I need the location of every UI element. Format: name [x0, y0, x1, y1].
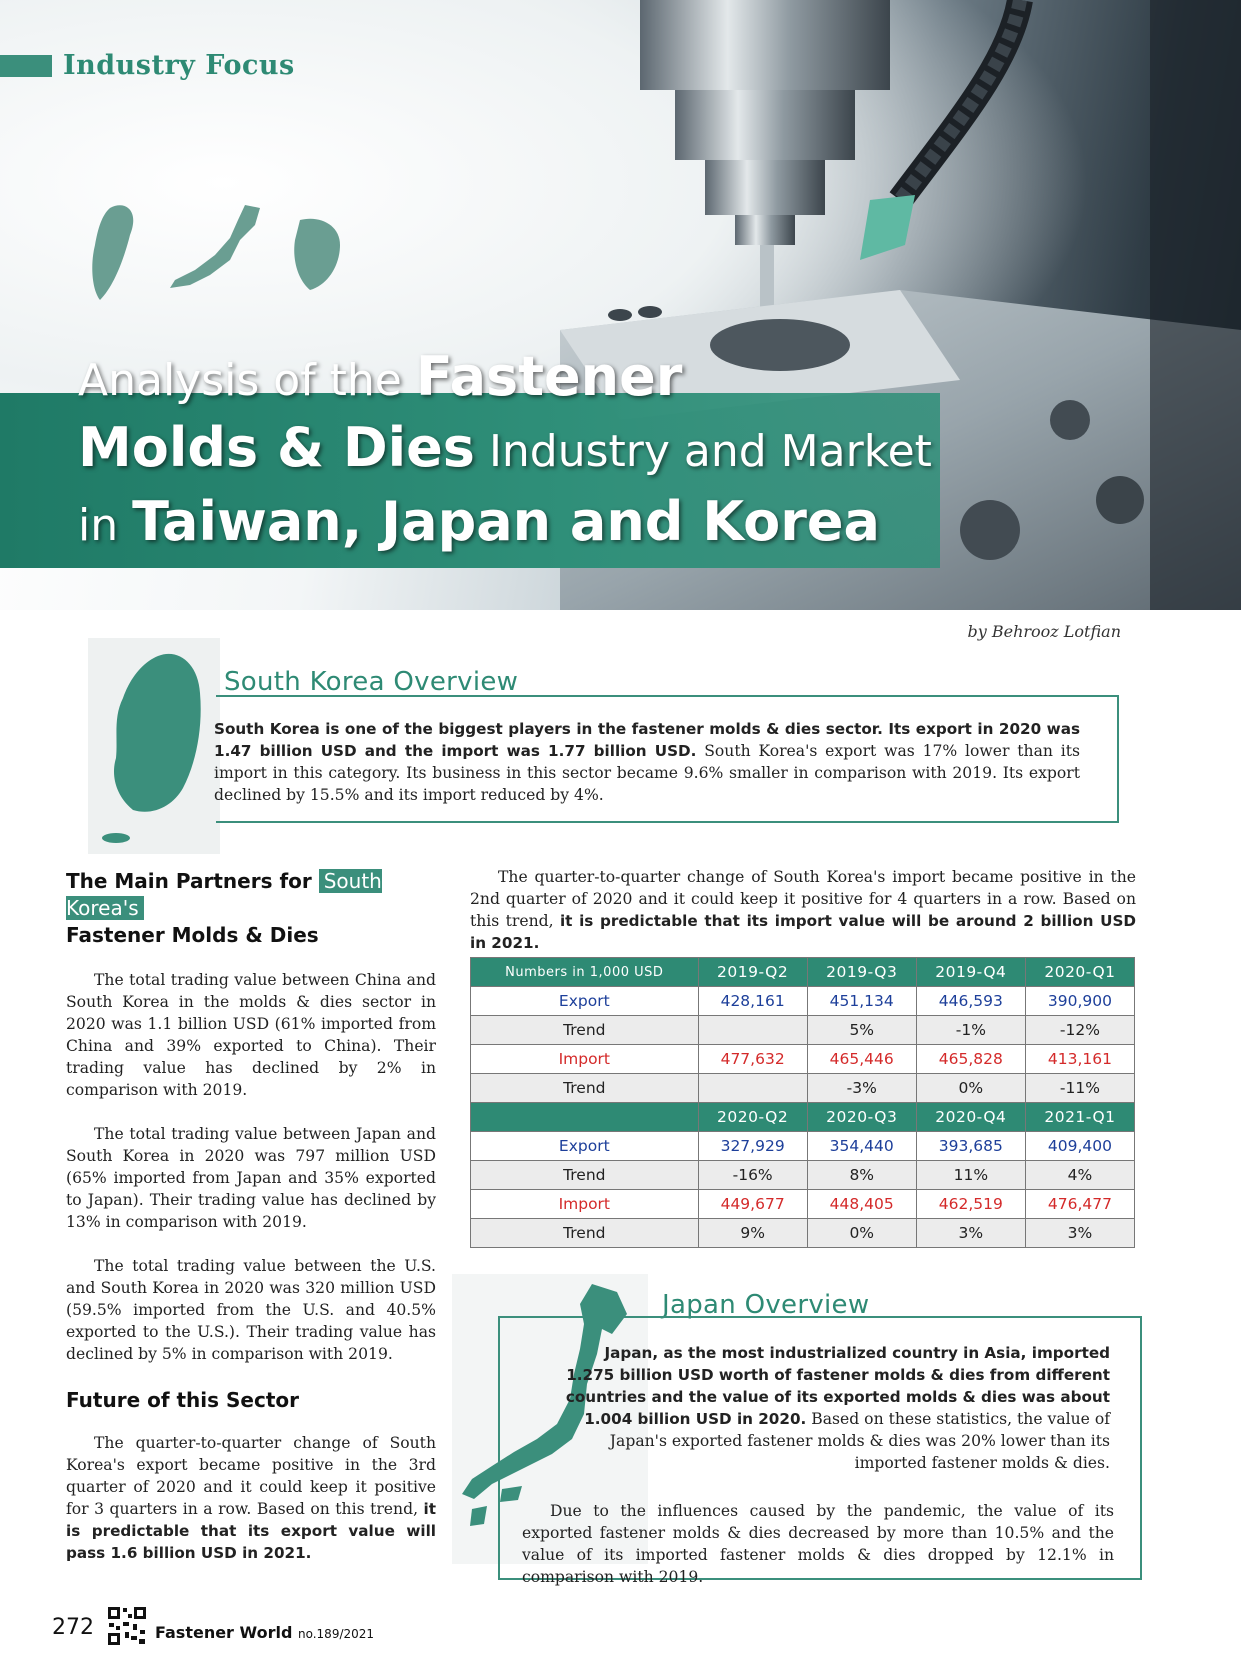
table-cell: 3% [1025, 1219, 1134, 1248]
section-tag: Industry Focus [63, 50, 295, 81]
table-cell: 11% [916, 1161, 1025, 1190]
table-row-label: Export [471, 1132, 699, 1161]
table-corner-cell [471, 1103, 699, 1132]
table-cell: -16% [698, 1161, 807, 1190]
table-cell: 9% [698, 1219, 807, 1248]
title-heavy-1: Fastener [415, 345, 683, 408]
trade-data-table [470, 957, 1135, 1248]
magazine-name: Fastener World [155, 1623, 293, 1642]
table-corner-cell: Numbers in 1,000 USD [471, 958, 699, 987]
title-line-3 [78, 490, 880, 553]
table-cell: 465,446 [807, 1045, 916, 1074]
table-cell: 0% [807, 1219, 916, 1248]
table-cell: 327,929 [698, 1132, 807, 1161]
partners-paragraph-china: The total trading value between China and South Korea in the molds & dies sector in 2020 was 1.1 billion USD (61% imported from China and 39% exported to China). Their trading value has declined by 2% in comparison with 2019. [66, 971, 436, 1099]
japan-lead-rest: Based on these statistics, the value of Japan's exported fastener molds & dies was 20% lower than its imported fastener molds & dies. [609, 1410, 1110, 1472]
table-row-label: Export [471, 987, 699, 1016]
title-heavy-2: Molds & Dies [78, 416, 475, 479]
partners-paragraph-japan: The total trading value between Japan and South Korea in 2020 was 797 million USD (65% imported from Japan and 35% exported to Japan). Their trading value has declined by 13% in comparison with 2019. [66, 1125, 436, 1231]
table-cell: 462,519 [916, 1190, 1025, 1219]
title-line-1 [78, 345, 682, 408]
south-korea-lead-rest: South Korea's export was 17% lower than its import in this category. Its business in this sector became 9.6% smaller in comparison with 2019. Its export declined by 15.5% and its import reduced by 4%. [214, 742, 1080, 804]
partners-heading-post: Fastener Molds & Dies [66, 923, 319, 947]
japan-map-icon [170, 205, 260, 288]
title-heavy-3: Taiwan, Japan and Korea [132, 490, 880, 553]
table-quarter-header: 2019-Q4 [916, 958, 1025, 987]
table-quarter-header: 2020-Q3 [807, 1103, 916, 1132]
title-light-3: in [78, 500, 119, 551]
future-paragraph-normal: The quarter-to-quarter change of South Korea's export became positive in the 3rd quarter of 2020 and it could keep it positive for 3 quarters in a row. Based on this trend, [66, 1434, 436, 1518]
table-row [471, 1045, 1135, 1074]
hero-banner [0, 0, 1241, 610]
table-cell: 0% [916, 1074, 1025, 1103]
table-row-label: Import [471, 1190, 699, 1219]
japan-pandemic-paragraph: Due to the influences caused by the pandemic, the value of its exported fastener molds & dies decreased by more than 10.5% and the value of its imported fastener molds & dies dropped by 12.1% in comparison with 2019. [522, 1502, 1114, 1586]
table-cell: 390,900 [1025, 987, 1134, 1016]
left-column [66, 868, 436, 1564]
south-korea-map [88, 638, 220, 854]
table-cell: 413,161 [1025, 1045, 1134, 1074]
south-korea-lead [214, 718, 1080, 806]
table-cell [698, 1016, 807, 1045]
table-cell: 477,632 [698, 1045, 807, 1074]
table-quarter-header: 2020-Q4 [916, 1103, 1025, 1132]
table-cell: 354,440 [807, 1132, 916, 1161]
table-row [471, 1132, 1135, 1161]
title-light-1: Analysis of the [78, 355, 402, 406]
table-row-label: Trend [471, 1219, 699, 1248]
table-row-label: Trend [471, 1161, 699, 1190]
table-cell [698, 1074, 807, 1103]
korea-map-icon [294, 219, 340, 290]
title-line-2 [78, 416, 932, 479]
title-light-2: Industry and Market [488, 426, 932, 477]
table-row-label: Trend [471, 1016, 699, 1045]
table-cell: 5% [807, 1016, 916, 1045]
partners-paragraph-us: The total trading value between the U.S. and South Korea in 2020 was 320 million USD (59.5% imported from the U.S. and 40.5% exported to the U.S.). Their trading value has declined by 5% in comparison with 2019. [66, 1257, 436, 1363]
table-cell: 446,593 [916, 987, 1025, 1016]
table-row [471, 1074, 1135, 1103]
table-cell: 451,134 [807, 987, 916, 1016]
magazine-title [155, 1623, 374, 1642]
table-quarter-header: 2020-Q1 [1025, 958, 1134, 987]
table-row-label: Import [471, 1045, 699, 1074]
table-row [471, 1161, 1135, 1190]
magazine-issue: no.189/2021 [298, 1627, 375, 1641]
table-cell: 8% [807, 1161, 916, 1190]
table-cell: 448,405 [807, 1190, 916, 1219]
qr-code-icon[interactable] [107, 1606, 147, 1646]
japan-heading: Japan Overview [662, 1290, 870, 1320]
region-maps [70, 200, 370, 310]
table-cell: 476,477 [1025, 1190, 1134, 1219]
table-cell: -11% [1025, 1074, 1134, 1103]
future-paragraph [66, 1432, 436, 1564]
import-trend-normal: The quarter-to-quarter change of South Korea's import became positive in the 2nd quarter of 2020 and it could keep it positive for 4 quarters in a row. Based on this trend, [470, 868, 1136, 930]
japan-lead-bold: Japan, as the most industrialized country in Asia, imported 1.275 billion USD worth of fastener molds & dies from different countries and the value of its exported molds & dies was about 1.004 billion USD in 2020. [565, 1344, 1110, 1428]
table-header-row [471, 1103, 1135, 1132]
table-quarter-header: 2019-Q3 [807, 958, 916, 987]
import-trend-paragraph [470, 866, 1136, 954]
partners-heading-highlight: South Korea's [66, 869, 382, 920]
import-trend-bold: it is predictable that its import value will be around 2 billion USD in 2021. [470, 912, 1136, 952]
partners-heading-pre: The Main Partners for [66, 869, 319, 893]
south-korea-heading: South Korea Overview [224, 667, 519, 697]
south-korea-map-icon [88, 638, 220, 854]
table-row [471, 987, 1135, 1016]
table-cell: 449,677 [698, 1190, 807, 1219]
table-cell: 4% [1025, 1161, 1134, 1190]
table-quarter-header: 2019-Q2 [698, 958, 807, 987]
table-cell: -12% [1025, 1016, 1134, 1045]
byline: by Behrooz Lotfian [967, 622, 1121, 641]
table-cell: 3% [916, 1219, 1025, 1248]
table-row [471, 1016, 1135, 1045]
partners-heading [66, 868, 436, 949]
table-header-row [471, 958, 1135, 987]
page-number: 272 [52, 1615, 94, 1640]
future-heading: Future of this Sector [66, 1388, 300, 1412]
table-quarter-header: 2020-Q2 [698, 1103, 807, 1132]
table-quarter-header: 2021-Q1 [1025, 1103, 1134, 1132]
table-row-label: Trend [471, 1074, 699, 1103]
taiwan-map-icon [92, 205, 133, 300]
japan-lead [560, 1342, 1110, 1474]
table-cell: 409,400 [1025, 1132, 1134, 1161]
section-strip [0, 55, 52, 77]
table-cell: -3% [807, 1074, 916, 1103]
table-cell: 393,685 [916, 1132, 1025, 1161]
table-cell: 428,161 [698, 987, 807, 1016]
south-korea-lead-bold: South Korea is one of the biggest players in the fastener molds & dies sector. Its export in 2020 was 1.47 billion USD and the import was 1.77 billion USD. [214, 720, 1080, 760]
table-cell: 465,828 [916, 1045, 1025, 1074]
table-cell: -1% [916, 1016, 1025, 1045]
table-row [471, 1219, 1135, 1248]
table-row [471, 1190, 1135, 1219]
future-paragraph-bold: it is predictable that its export value will pass 1.6 billion USD in 2021. [66, 1500, 436, 1562]
